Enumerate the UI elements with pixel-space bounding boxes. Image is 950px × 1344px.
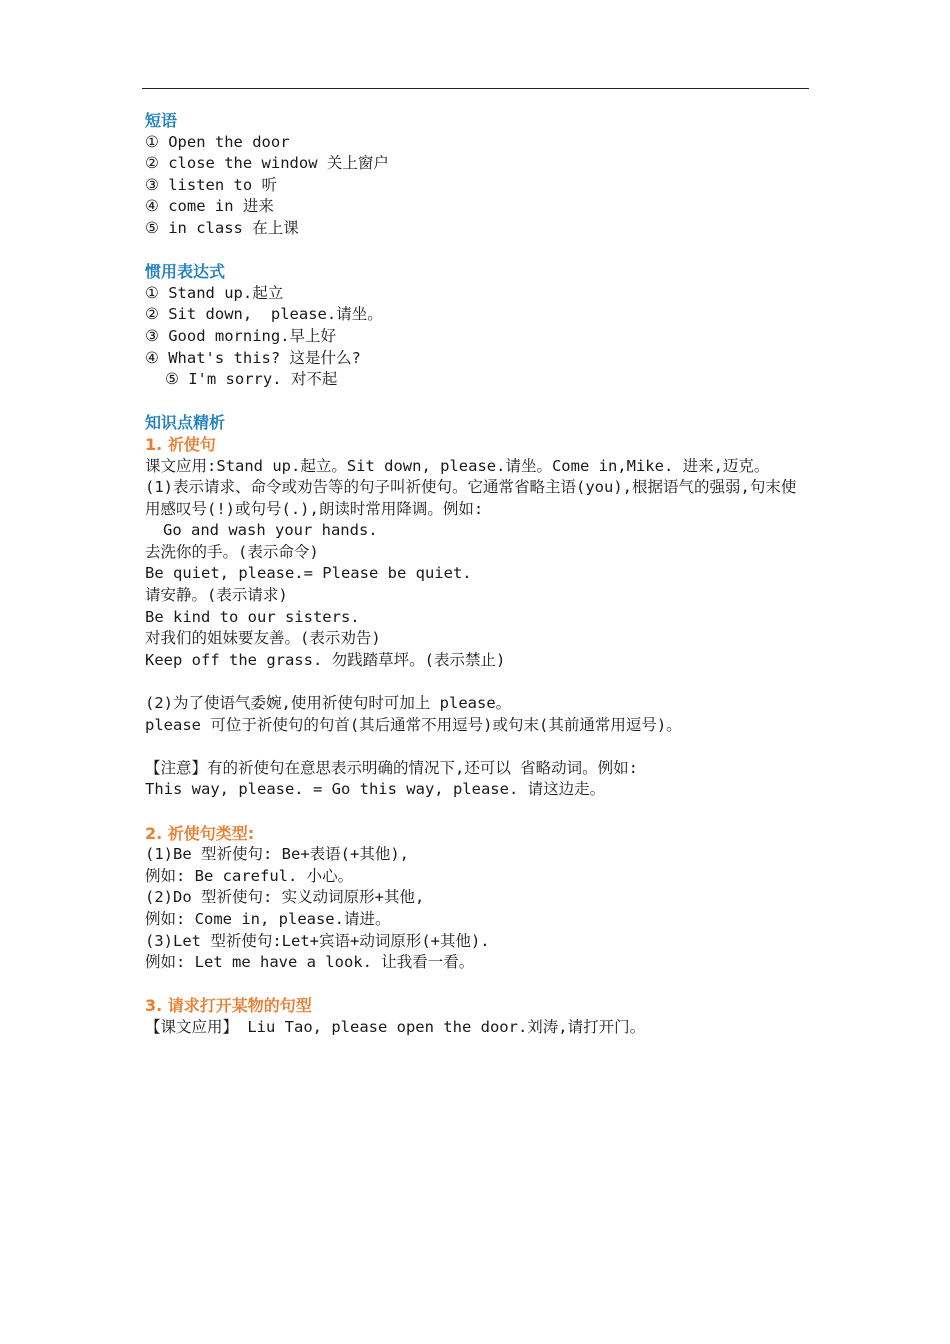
note-text: 【注意】有的祈使句在意思表示明确的情况下,还可以 省略动词。例如:: [145, 758, 638, 777]
example-sentence: Go and wash your hands.: [163, 521, 378, 540]
type-rule: (1)Be 型祈使句: Be+表语(+其他),: [145, 845, 409, 864]
phrase-item: ② close the window 关上窗户: [145, 154, 389, 173]
spacer: [145, 391, 807, 413]
analysis-heading: 知识点精析: [145, 413, 226, 433]
section-2-title: 2. 祈使句类型:: [145, 823, 255, 843]
phrase-item: ① Open the door: [145, 132, 290, 151]
expression-item: ② Sit down, please.请坐。: [145, 305, 383, 324]
section-3-application: 【课文应用】 Liu Tao, please open the door.刘涛,请打开门。: [145, 1017, 646, 1036]
header-rule: [142, 88, 809, 89]
spacer: [145, 974, 807, 996]
type-rule: (3)Let 型祈使句:Let+宾语+动词原形(+其他).: [145, 931, 490, 950]
type-rule: (2)Do 型祈使句: 实义动词原形+其他,: [145, 888, 425, 907]
example-sentence: Be kind to our sisters.: [145, 607, 360, 626]
phrase-item: ⑤ in class 在上课: [145, 218, 299, 237]
expression-item: ④ What's this? 这是什么?: [145, 348, 361, 367]
example-translation: 对我们的姐妹要友善。(表示劝告): [145, 629, 381, 648]
spacer: [145, 671, 807, 693]
expression-item: ③ Good morning.早上好: [145, 326, 337, 345]
phrases-heading: 短语: [145, 111, 178, 130]
spacer: [145, 736, 807, 758]
spacer: [145, 240, 807, 262]
section-1-paragraph-2: (2)为了使语气委婉,使用祈使句时可加上 please。: [145, 694, 512, 713]
section-1-application: 课文应用:Stand up.起立。Sit down, please.请坐。Come in,Mike. 进来,迈克。: [145, 456, 770, 475]
note-example: This way, please. = Go this way, please. 请这边走。: [145, 780, 606, 799]
section-1-title: 1. 祈使句: [145, 434, 216, 454]
example-sentence: Keep off the grass. 勿践踏草坪。(表示禁止): [145, 650, 506, 669]
type-example: 例如: Let me have a look. 让我看一看。: [145, 953, 475, 972]
expression-item: ⑤ I'm sorry. 对不起: [165, 370, 338, 389]
phrase-item: ③ listen to 听: [145, 175, 278, 194]
document-body: [145, 110, 807, 1039]
expression-item: ① Stand up.起立: [145, 283, 284, 302]
phrase-item: ④ come in 进来: [145, 197, 274, 216]
type-example: 例如: Come in, please.请进。: [145, 909, 391, 928]
section-3-title: 3. 请求打开某物的句型: [145, 996, 312, 1016]
type-example: 例如: Be careful. 小心。: [145, 866, 354, 885]
section-1-paragraph-1: (1)表示请求、命令或劝告等的句子叫祈使句。它通常省略主语(you),根据语气的强弱,句末使用感叹号(!)或句号(.),朗读时常用降调。例如:: [145, 478, 797, 518]
example-sentence: Be quiet, please.= Please be quiet.: [145, 564, 472, 583]
expressions-heading: 惯用表达式: [145, 262, 226, 282]
spacer: [145, 801, 807, 823]
example-translation: 请安静。(表示请求): [145, 586, 288, 605]
section-1-paragraph-2b: please 可位于祈使句的句首(其后通常不用逗号)或句末(其前通常用逗号)。: [145, 715, 682, 734]
example-translation: 去洗你的手。(表示命令): [145, 542, 319, 561]
